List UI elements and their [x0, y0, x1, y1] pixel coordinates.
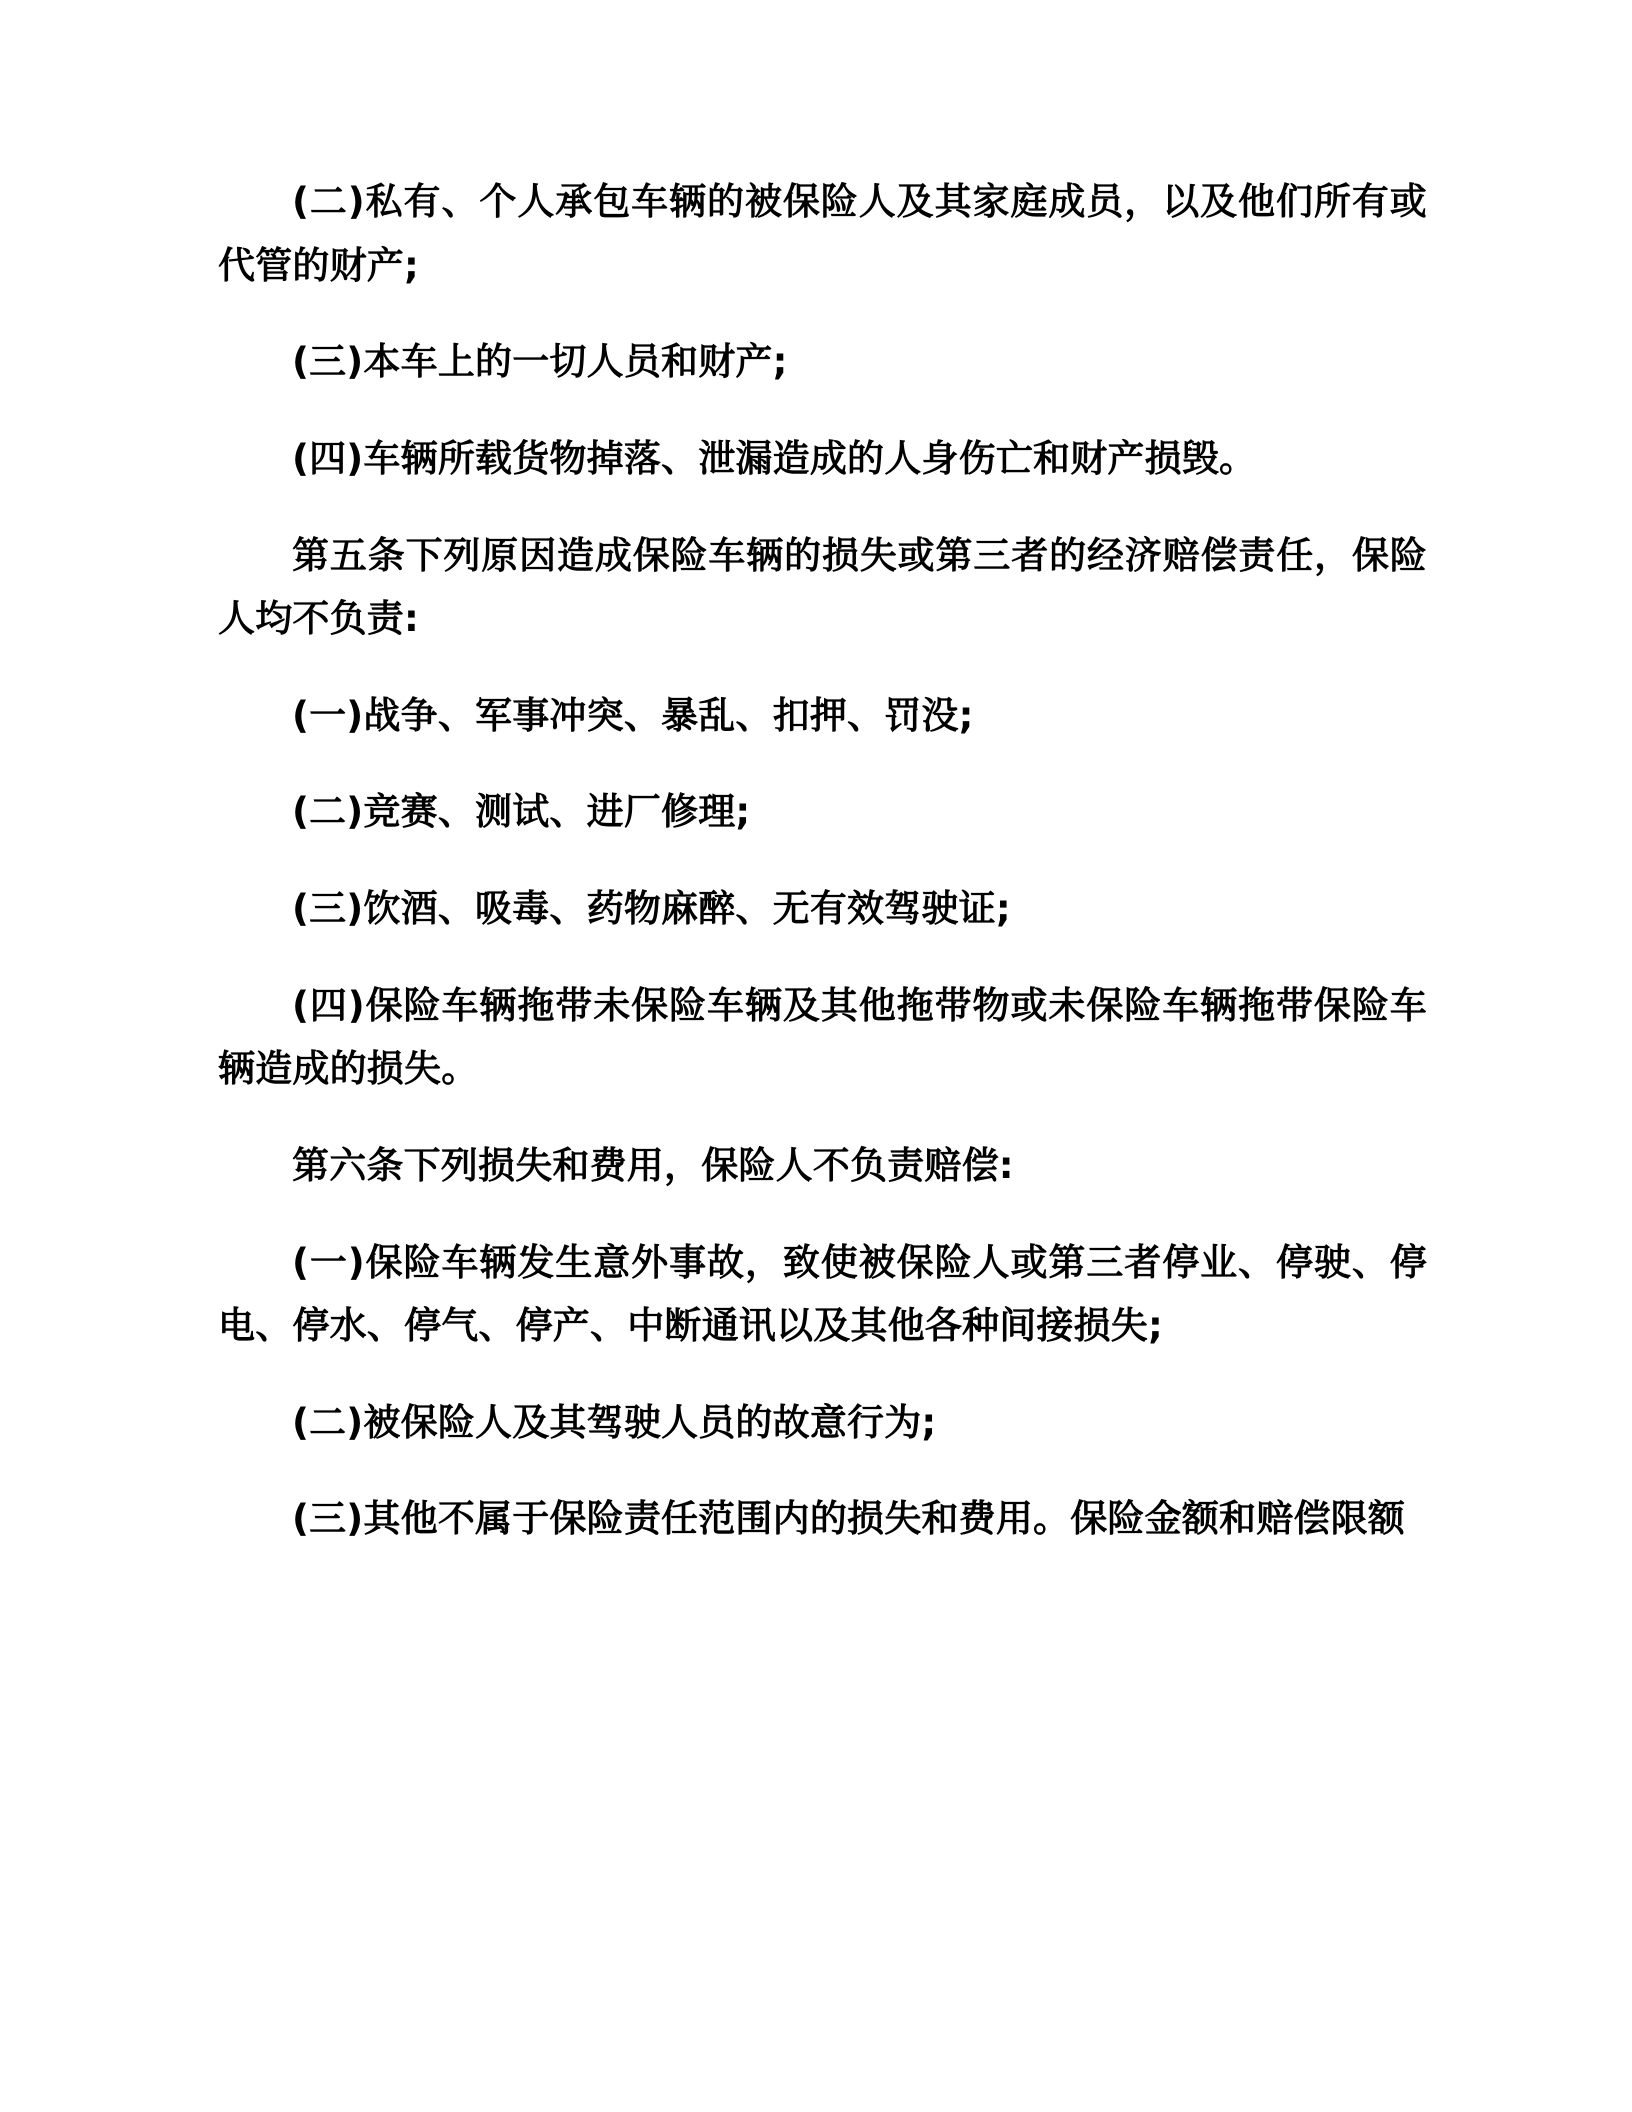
- paragraph: (四)车辆所载货物掉落、泄漏造成的人身伤亡和财产损毁。: [292, 436, 1257, 480]
- paragraph: (三)本车上的一切人员和财产;: [292, 340, 788, 384]
- document-body: [218, 170, 1427, 1551]
- paragraph: 第五条下列原因造成保险车辆的损失或第三者的经济赔偿责任，保险人均不负责:: [218, 533, 1427, 641]
- paragraph: (二)竞赛、测试、进厂修理;: [292, 790, 751, 834]
- paragraph: 第六条下列损失和费用，保险人不负责赔偿:: [292, 1143, 1014, 1187]
- paragraph: (二)私有、个人承包车辆的被保险人及其家庭成员，以及他们所有或代管的财产;: [218, 180, 1427, 287]
- paragraph: (三)其他不属于保险责任范围内的损失和费用。保险金额和赔偿限额: [292, 1497, 1406, 1541]
- paragraph: (一)战争、军事冲突、暴乱、扣押、罚没;: [292, 693, 974, 737]
- paragraph: (四)保险车辆拖带未保险车辆及其他拖带物或未保险车辆拖带保险车辆造成的损失。: [218, 983, 1427, 1091]
- paragraph: (二)被保险人及其驾驶人员的故意行为;: [292, 1400, 937, 1444]
- paragraph: (三)饮酒、吸毒、药物麻醉、无有效驾驶证;: [292, 887, 1011, 930]
- paragraph: (一)保险车辆发生意外事故，致使被保险人或第三者停业、停驶、停电、停水、停气、停产、中断通讯以及其他各种间接损失;: [218, 1240, 1427, 1348]
